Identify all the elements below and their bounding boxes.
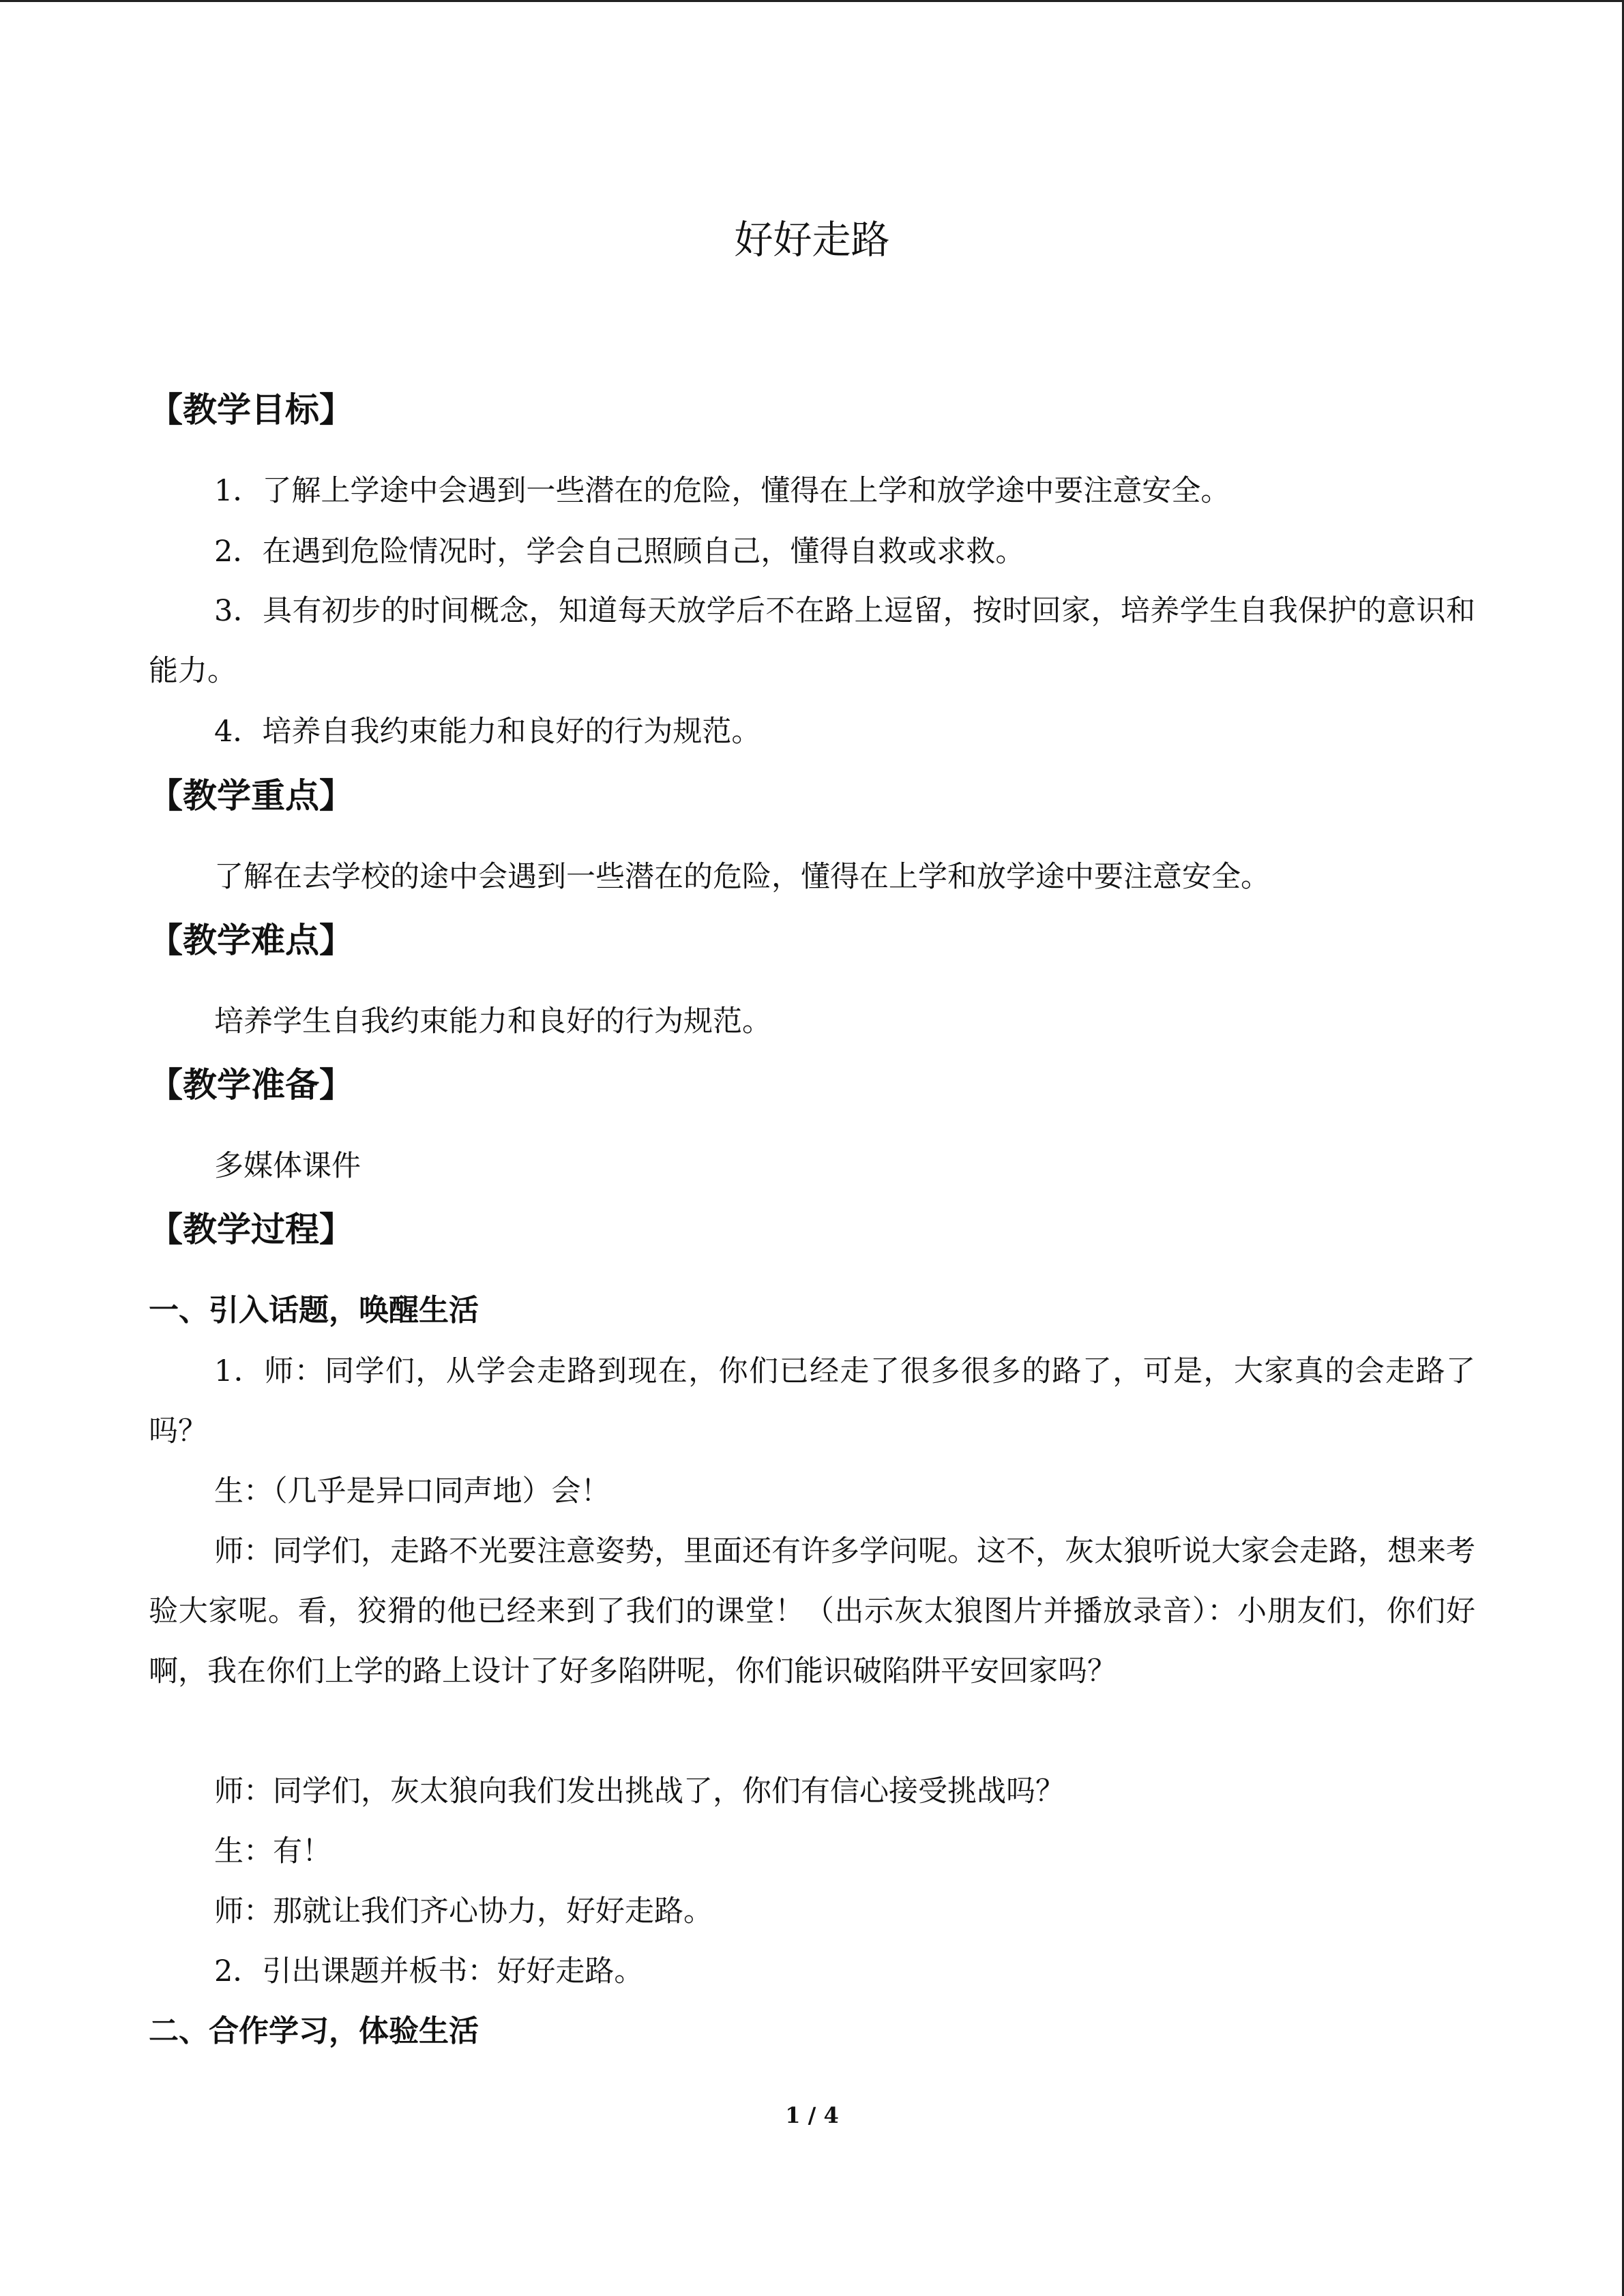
process-paragraph-4: 师：同学们，灰太狼向我们发出挑战了，你们有信心接受挑战吗？ <box>214 1774 1065 1808</box>
key-points-text: 了解在去学校的途中会遇到一些潜在的危险，懂得在上学和放学途中要注意安全。 <box>214 860 1270 894</box>
heading-preparation: 【教学准备】 <box>149 1065 353 1105</box>
heading-process: 【教学过程】 <box>149 1210 353 1249</box>
goal-item-4: 4．培养自我约束能力和良好的行为规范。 <box>214 715 761 749</box>
process-paragraph-3: 师：同学们，走路不光要注意姿势，里面还有许多学问呢。这不，灰太狼听说大家会走路，想来考验大家呢。看，狡猾的他已经来到了我们的课堂！（出示灰太狼图片并播放录音）：小朋友们，你们好啊，我在你们上学的路上设计了好多陷阱呢，你们能识破陷阱平安回家吗？ <box>149 1534 1475 1688</box>
process-paragraph-6: 师：那就让我们齐心协力，好好走路。 <box>214 1894 713 1928</box>
page-number: 1 / 4 <box>785 2102 839 2128</box>
heading-difficulties: 【教学难点】 <box>149 921 353 960</box>
goal-item-1: 1．了解上学途中会遇到一些潜在的危险，懂得在上学和放学途中要注意安全。 <box>214 474 1230 508</box>
process-paragraph-5: 生：有！ <box>214 1834 331 1868</box>
process-part2-heading: 二、合作学习，体验生活 <box>149 2014 479 2048</box>
preparation-text: 多媒体课件 <box>214 1149 361 1183</box>
heading-teaching-goals: 【教学目标】 <box>149 390 353 430</box>
difficulties-text: 培养学生自我约束能力和良好的行为规范。 <box>214 1004 771 1039</box>
goal-item-3: 3．具有初步的时间概念，知道每天放学后不在路上逗留，按时回家，培养学生自我保护的意识和能力。 <box>149 594 1475 688</box>
document-title: 好好走路 <box>734 218 890 263</box>
process-paragraph-7: 2．引出课题并板书：好好走路。 <box>214 1954 644 1988</box>
heading-key-points: 【教学重点】 <box>149 776 353 816</box>
document-page <box>149 0 1475 2296</box>
process-paragraph-1: 1．师：同学们，从学会走路到现在，你们已经走了很多很多的路了，可是，大家真的会走路了吗？ <box>149 1354 1475 1448</box>
process-part1-heading: 一、引入话题，唤醒生活 <box>149 1293 479 1328</box>
goal-item-2: 2．在遇到危险情况时，学会自己照顾自己，懂得自救或求救。 <box>214 535 1025 569</box>
process-paragraph-2: 生：（几乎是异口同声地）会！ <box>214 1474 610 1508</box>
